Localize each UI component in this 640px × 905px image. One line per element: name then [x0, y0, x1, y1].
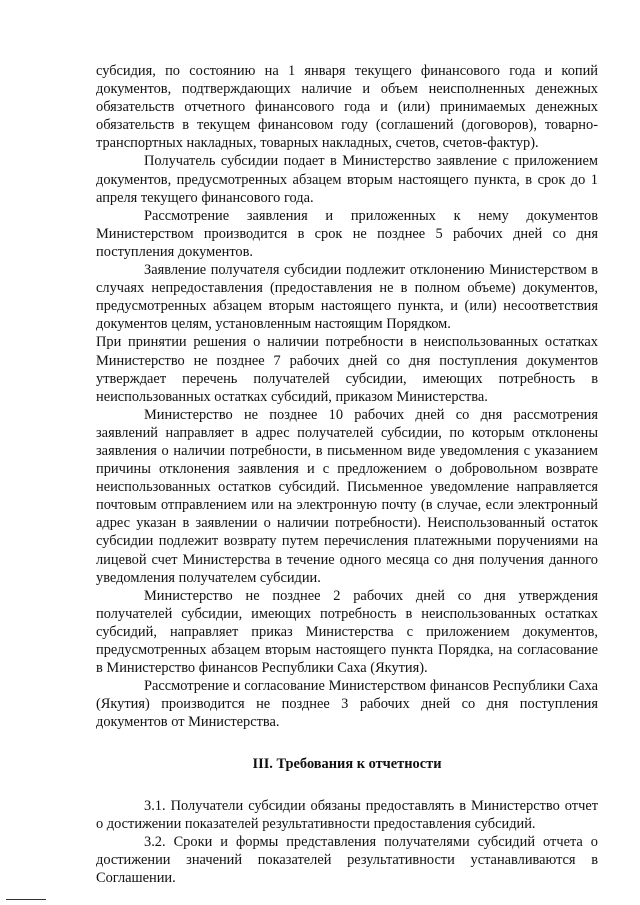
paragraphs-bottom: [96, 797, 598, 887]
page-edge-mark: [6, 899, 46, 900]
section-heading: III. Требования к отчетности: [252, 756, 442, 773]
paragraph: субсидия, по состоянию на 1 января текущего финансового года и копий документов, подтверждающих наличие и объем неисполненных денежных обязательств отчетного финансового года и (или) принимаемых денежных обязательств в текущем финансовом году (соглашений (договоров), товарно-транспортных накладных, товарных накладных, счетов, счетов-фактур).: [96, 63, 598, 152]
paragraph: При принятии решения о наличии потребности в неиспользованных остатках Министерство не позднее 7 рабочих дней со дня поступления документов утверждает перечень получателей субсидии, имеющих потребность в неиспользованных остатках субсидий, приказом Министерства.: [96, 334, 598, 405]
document-page: [96, 62, 598, 887]
paragraph: 3.2. Сроки и формы представления получателями субсидий отчета о достижении значений показателей результативности устанавливаются в Соглашении.: [96, 833, 598, 886]
paragraphs-top: [96, 62, 598, 731]
paragraph: 3.1. Получатели субсидии обязаны предоставлять в Министерство отчет о достижении показателей результативности предоставления субсидий.: [96, 797, 598, 832]
paragraph: Получатель субсидии подает в Министерство заявление с приложением документов, предусмотренных абзацем вторым настоящего пункта, в срок до 1 апреля текущего финансового года.: [96, 153, 598, 206]
paragraph: Министерство не позднее 2 рабочих дней со дня утверждения получателей субсидии, имеющих потребность в неиспользованных остатках субсидий, направляет приказ Министерства с приложением документов, предусмотренных абзацем вторым настоящего пункта Порядка, на согласование в Министерство финансов Республики Саха (Якутия).: [96, 587, 598, 677]
paragraph: Рассмотрение заявления и приложенных к нему документов Министерством производится в срок не позднее 5 рабочих дней со дня поступления документов.: [96, 207, 598, 260]
paragraph: Заявление получателя субсидии подлежит отклонению Министерством в случаях непредоставления (предоставления не в полном объеме) документов, предусмотренных абзацем вторым настоящего пункта, и (или) несоответствия документов целям, установленным настоящим Порядком.: [96, 262, 598, 333]
paragraph: Министерство не позднее 10 рабочих дней со дня рассмотрения заявлений направляет в адрес получателей субсидии, по которым отклонены заявления о наличии потребности, в письменном виде уведомления с указанием причины отклонения заявления и с предложением о добровольном возврате неиспользованных остатков субсидий. Письменное уведомление направляется почтовым отправлением или на электронную почту (в случае, если электронный адрес указан в заявлении о наличии потребности). Неиспользованный остаток субсидии подлежит возврату путем перечисления платежными поручениями на лицевой счет Министерства в течение одного месяца со дня получения данного уведомления получателем субсидии.: [96, 406, 598, 586]
paragraph: Рассмотрение и согласование Министерством финансов Республики Саха (Якутия) производится не позднее 3 рабочих дней со дня поступления документов от Министерства.: [96, 678, 598, 731]
